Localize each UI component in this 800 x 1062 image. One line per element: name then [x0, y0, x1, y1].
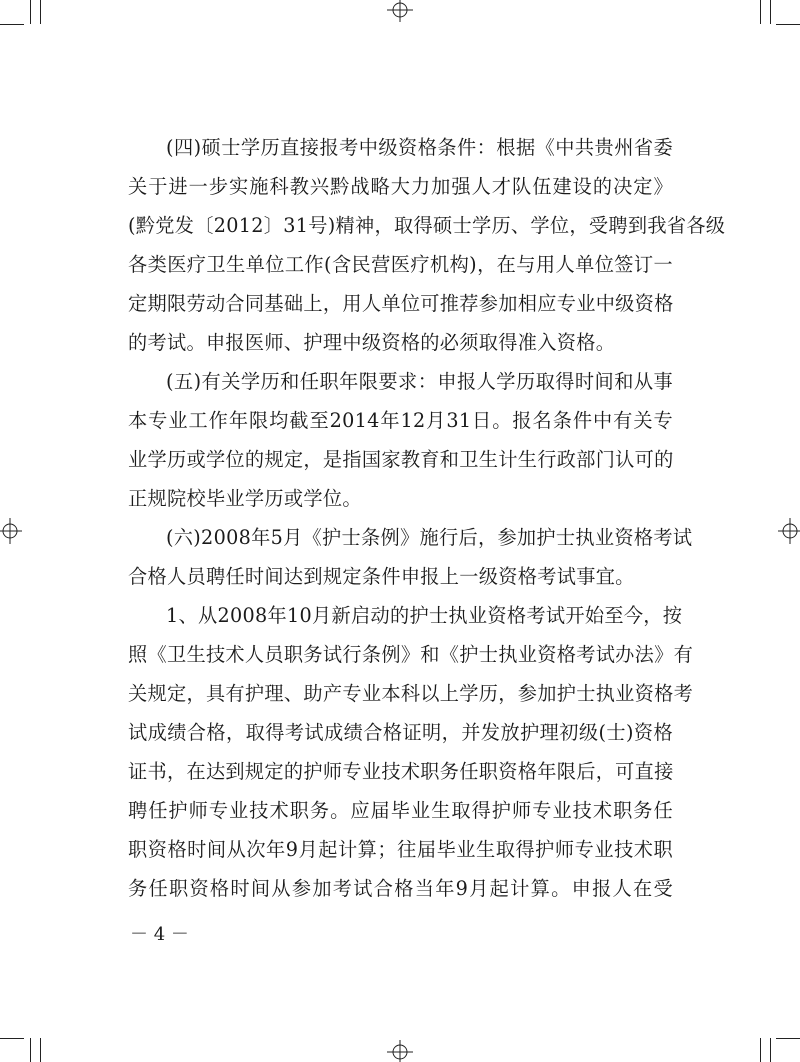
crop-mark-bottom-left-v [30, 1038, 31, 1062]
text-line: 关规定，具有护理、助产专业本科以上学历，参加护士执业资格考 [128, 682, 694, 705]
registration-mark-top-icon [385, 0, 415, 22]
crop-mark-top-right-h [776, 24, 800, 25]
text-line: 关于进一步实施科教兴黔战略大力加强人才队伍建设的决定》 [128, 175, 673, 198]
text-line: (黔党发〔2012〕31号)精神，取得硕士学历、学位，受聘到我省各级 [128, 214, 726, 237]
text-line: 各类医疗卫生单位工作(含民营医疗机构)，在与用人单位签订一 [128, 253, 673, 276]
text-line: 职资格时间从次年9月起计算；往届毕业生取得护师专业技术职 [128, 838, 673, 861]
text-line: 合格人员聘任时间达到规定条件申报上一级资格考试事宜。 [128, 565, 635, 588]
text-line: 本专业工作年限均截至2014年12月31日。报名条件中有关专 [128, 409, 673, 432]
text-line: (五)有关学历和任职年限要求：申报人学历取得时间和从事 [166, 370, 673, 393]
text-line: 业学历或学位的规定，是指国家教育和卫生计生行政部门认可的 [128, 448, 674, 471]
text-line: 1、从2008年10月新启动的护士执业资格考试开始至今，按 [166, 604, 683, 627]
page-number: － 4 － [130, 924, 189, 945]
text-line: 务任职资格时间从参加考试合格当年9月起计算。申报人在受 [128, 877, 673, 900]
text-line: 证书，在达到规定的护师专业技术职务任职资格年限后，可直接 [128, 760, 674, 783]
crop-mark-bottom-left-v2 [40, 1038, 41, 1062]
crop-mark-bottom-right-h [776, 1038, 800, 1039]
text-line: 正规院校毕业学历或学位。 [128, 487, 362, 510]
registration-mark-left-icon [0, 516, 22, 546]
crop-mark-bottom-left-h [0, 1038, 24, 1039]
text-line: 聘任护师专业技术职务。应届毕业生取得护师专业技术职务任 [128, 799, 673, 822]
registration-mark-bottom-icon [385, 1040, 415, 1062]
registration-mark-right-icon [778, 516, 800, 546]
crop-mark-top-left-v2 [40, 0, 41, 24]
text-line: 照《卫生技术人员职务试行条例》和《护士执业资格考试办法》有 [128, 643, 694, 666]
text-line: 定期限劳动合同基础上，用人单位可推荐参加相应专业中级资格 [128, 292, 674, 315]
crop-mark-bottom-right-v [760, 1038, 761, 1062]
crop-mark-top-right-v [760, 0, 761, 24]
text-line: (四)硕士学历直接报考中级资格条件：根据《中共贵州省委 [166, 136, 673, 159]
crop-mark-top-left-v [30, 0, 31, 24]
text-line: 试成绩合格，取得考试成绩合格证明，并发放护理初级(士)资格 [128, 721, 673, 744]
crop-mark-top-right-v2 [770, 0, 771, 24]
text-line: 的考试。申报医师、护理中级资格的必须取得准入资格。 [128, 331, 616, 354]
crop-mark-bottom-right-v2 [770, 1038, 771, 1062]
text-line: (六)2008年5月《护士条例》施行后，参加护士执业资格考试 [166, 526, 693, 549]
crop-mark-top-left-h [0, 24, 24, 25]
